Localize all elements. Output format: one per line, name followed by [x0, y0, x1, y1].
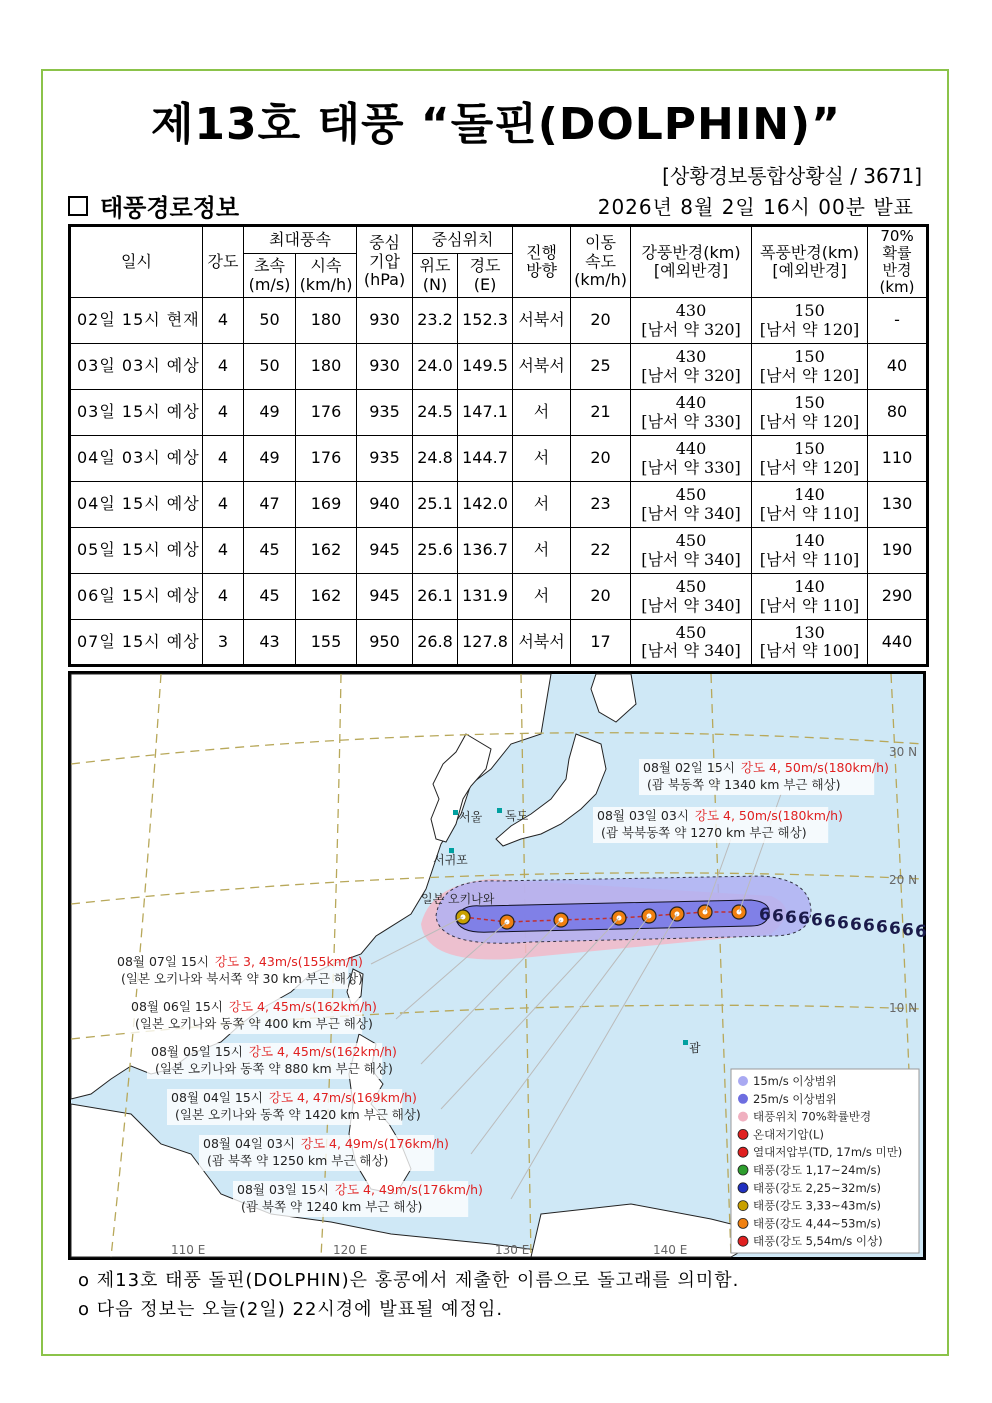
map-legend [731, 1069, 919, 1253]
table-row [70, 574, 928, 620]
gale-radius-value: 450 [675, 531, 707, 551]
lat-label-30: 30 N [889, 745, 918, 759]
legend-label: 열대저압부(TD, 17m/s 미만) [753, 1145, 903, 1160]
header-lon: 경도 (E) [458, 254, 513, 298]
gale-radius-value: 450 [675, 577, 707, 597]
header-speed: 이동 속도 (km/h) [571, 226, 631, 298]
annotation-head [597, 808, 843, 823]
cell-datetime: 06일 15시 예상 [70, 574, 203, 620]
cell-pressure: 940 [357, 482, 413, 528]
cell-prob-radius: 440 [868, 620, 928, 666]
header-center: 중심위치 [413, 226, 513, 254]
cell-dir: 서북서 [513, 298, 571, 344]
gale-radius-exception: [남서 약 340] [641, 503, 741, 523]
cell-speed: 21 [571, 390, 631, 436]
cell-wind_ms: 45 [244, 574, 296, 620]
cell-gale-radius [631, 528, 752, 574]
storm-radius-value: 150 [794, 347, 825, 367]
header-prob-radius: 70% 확률 반경 (km) [868, 226, 928, 298]
header-intensity: 강도 [203, 226, 244, 298]
legend-label: 태풍(강도 3,33~43m/s) [753, 1198, 882, 1213]
cell-speed: 20 [571, 436, 631, 482]
table-row [70, 620, 928, 666]
annotation-head [643, 760, 889, 775]
cell-datetime: 04일 03시 예상 [70, 436, 203, 482]
cell-wind_ms: 50 [244, 298, 296, 344]
land-japan [496, 734, 606, 846]
annotation-date: 08월 04일 03시 [203, 1136, 295, 1151]
typhoon-symbol-icon: 6 [772, 906, 784, 927]
page-title: 제13호 태풍 “돌핀(DOLPHIN)” [150, 99, 842, 150]
annotation-intensity: 강도 4, 47m/s(169km/h) [268, 1090, 417, 1105]
issued-time: 2026년 8월 2일 16시 00분 발표 [597, 195, 914, 219]
cell-datetime: 03일 03시 예상 [70, 344, 203, 390]
cell-lat: 26.8 [413, 620, 458, 666]
annotation-intensity: 강도 3, 43m/s(155km/h) [214, 954, 363, 969]
legend-swatch-icon [738, 1094, 748, 1104]
cell-wind_kmh: 176 [296, 390, 357, 436]
cell-lon: 147.1 [458, 390, 513, 436]
cell-wind_ms: 43 [244, 620, 296, 666]
cell-speed: 23 [571, 482, 631, 528]
cell-pressure: 950 [357, 620, 413, 666]
header-storm-radius: 폭풍반경(km) [예외반경] [752, 226, 868, 298]
storm-radius-value: 140 [794, 485, 825, 505]
place-guam: 괌 [689, 1041, 701, 1055]
storm-radius-exception: [남서 약 110] [759, 595, 860, 615]
cell-wind_kmh: 155 [296, 620, 357, 666]
cell-lat: 24.8 [413, 436, 458, 482]
cell-lon: 152.3 [458, 298, 513, 344]
annotation-head [117, 954, 363, 969]
header-gale-radius: 강풍반경(km) [예외반경] [631, 226, 752, 298]
cell-gale-radius [631, 482, 752, 528]
cell-storm-radius [752, 298, 868, 344]
map-canvas [71, 674, 927, 1257]
lat-label-10: 10 N [889, 1001, 918, 1015]
cell-prob-radius: 110 [868, 436, 928, 482]
legend-swatch-icon [738, 1236, 748, 1246]
cell-speed: 25 [571, 344, 631, 390]
header-wind-kmh: 시속 (km/h) [296, 254, 357, 298]
typhoon-symbol-icon: 6 [863, 916, 875, 937]
legend-label: 15m/s 이상범위 [753, 1074, 837, 1088]
table-row [70, 528, 928, 574]
cell-storm-radius [752, 620, 868, 666]
annotation-intensity: 강도 4, 50m/s(180km/h) [740, 760, 889, 775]
annotation-intensity: 강도 4, 49m/s(176km/h) [300, 1136, 449, 1151]
annotation-location: (일본 오키나와 동쪽 약 880 km 부근 해상) [155, 1061, 393, 1076]
cell-pressure: 930 [357, 298, 413, 344]
annotation-location: (일본 오키나와 동쪽 약 400 km 부근 해상) [135, 1016, 373, 1031]
annotation-intensity: 강도 4, 49m/s(176km/h) [334, 1182, 483, 1197]
header-direction: 진행 방향 [513, 226, 571, 298]
cell-dir: 서 [513, 574, 571, 620]
place-seogwipo: 서귀포 [433, 853, 468, 867]
cell-datetime: 02일 15시 현재 [70, 298, 203, 344]
cell-pressure: 930 [357, 344, 413, 390]
gale-radius-exception: [남서 약 340] [641, 549, 741, 569]
legend-label: 태풍위치 70%확률반경 [753, 1109, 872, 1124]
cell-storm-radius [752, 482, 868, 528]
cell-lon: 127.8 [458, 620, 513, 666]
lon-label-110: 110 E [171, 1243, 206, 1257]
table-row [70, 298, 928, 344]
gale-radius-value: 430 [675, 347, 707, 367]
gale-radius-exception: [남서 약 340] [641, 641, 741, 660]
cell-datetime: 05일 15시 예상 [70, 528, 203, 574]
cell-prob-radius: 130 [868, 482, 928, 528]
storm-radius-value: 140 [794, 577, 825, 597]
lat-label-20: 20 N [889, 873, 918, 887]
cell-storm-radius [752, 390, 868, 436]
place-dokdo: 독도 [505, 809, 529, 823]
annotation-head [151, 1044, 397, 1059]
cell-dir: 서 [513, 528, 571, 574]
legend-swatch-icon [738, 1218, 748, 1228]
cell-storm-radius [752, 574, 868, 620]
cell-lat: 24.0 [413, 344, 458, 390]
gale-radius-exception: [남서 약 340] [641, 595, 741, 615]
annotation-head [171, 1090, 417, 1105]
cell-dir: 서북서 [513, 344, 571, 390]
cell-intensity: 4 [203, 298, 244, 344]
cell-wind_ms: 49 [244, 436, 296, 482]
annotation-head [237, 1182, 483, 1197]
legend-swatch-icon [738, 1165, 748, 1175]
annotation-location: (괌 북쪽 약 1250 km 부근 해상) [207, 1153, 389, 1168]
annotation-date: 08월 02일 15시 [643, 760, 735, 775]
cell-storm-radius [752, 344, 868, 390]
annotation-intensity: 강도 4, 50m/s(180km/h) [694, 808, 843, 823]
cell-pressure: 945 [357, 574, 413, 620]
legend-swatch-icon [738, 1147, 748, 1157]
table-row [70, 436, 928, 482]
cell-storm-radius [752, 436, 868, 482]
table-row [70, 344, 928, 390]
lon-label-120: 120 E [333, 1243, 368, 1257]
storm-radius-exception: [남서 약 120] [759, 319, 860, 339]
gale-radius-value: 440 [675, 393, 707, 413]
cell-intensity: 4 [203, 482, 244, 528]
annotation-location: (일본 오키나와 북서쪽 약 30 km 부근 해상) [121, 971, 363, 986]
typhoon-track-map [68, 671, 926, 1260]
cell-intensity: 4 [203, 528, 244, 574]
typhoon-symbol-icon: 6 [850, 914, 862, 935]
storm-radius-value: 130 [794, 622, 825, 642]
cell-lat: 23.2 [413, 298, 458, 344]
cell-datetime: 07일 15시 예상 [70, 620, 203, 666]
cell-pressure: 945 [357, 528, 413, 574]
cell-gale-radius [631, 620, 752, 666]
cell-wind_ms: 49 [244, 390, 296, 436]
cell-wind_kmh: 176 [296, 436, 357, 482]
annotation-date: 08월 06일 15시 [131, 999, 223, 1014]
annotation-intensity: 강도 4, 45m/s(162km/h) [228, 999, 377, 1014]
checkbox-icon [68, 196, 88, 216]
note-2: o 다음 정보는 오늘(2일) 22시경에 발표될 예정임. [78, 1299, 504, 1320]
storm-radius-exception: [남서 약 120] [759, 457, 860, 477]
typhoon-symbol-icon: 6 [824, 912, 836, 932]
cell-wind_kmh: 169 [296, 482, 357, 528]
gale-radius-exception: [남서 약 320] [641, 319, 741, 339]
typhoon-track-table [68, 224, 929, 667]
cell-lat: 24.5 [413, 390, 458, 436]
cell-prob-radius: 190 [868, 528, 928, 574]
typhoon-symbol-icon: 6 [785, 907, 797, 928]
annotation-location: (괌 북동쪽 약 1340 km 부근 해상) [647, 777, 841, 792]
header-lat: 위도 (N) [413, 254, 458, 298]
cell-wind_ms: 50 [244, 344, 296, 390]
gale-radius-exception: [남서 약 330] [641, 411, 741, 431]
annotation-head [203, 1136, 449, 1151]
section-title [68, 188, 239, 223]
cell-gale-radius [631, 574, 752, 620]
typhoon-symbol-icon: 6 [837, 913, 849, 934]
cell-speed: 20 [571, 298, 631, 344]
cell-gale-radius [631, 344, 752, 390]
legend-label: 25m/s 이상범위 [753, 1091, 837, 1106]
annotation-date: 08월 04일 15시 [171, 1090, 263, 1105]
legend-swatch-icon [738, 1112, 748, 1122]
cell-intensity: 4 [203, 436, 244, 482]
cell-lat: 26.1 [413, 574, 458, 620]
cell-intensity: 4 [203, 390, 244, 436]
table-row [70, 390, 928, 436]
storm-radius-exception: [남서 약 110] [759, 503, 860, 523]
cell-pressure: 935 [357, 436, 413, 482]
cell-wind_kmh: 180 [296, 298, 357, 344]
cell-speed: 17 [571, 620, 631, 666]
header-pressure: 중심 기압 (hPa) [357, 226, 413, 298]
cell-pressure: 935 [357, 390, 413, 436]
typhoon-symbol-icon: 6 [902, 920, 914, 941]
cell-intensity: 4 [203, 344, 244, 390]
cell-wind_kmh: 180 [296, 344, 357, 390]
table-row [70, 482, 928, 528]
cell-dir: 서 [513, 482, 571, 528]
storm-radius-exception: [남서 약 120] [759, 365, 860, 385]
annotation-location: (일본 오키나와 동쪽 약 1420 km 부근 해상) [175, 1107, 421, 1122]
cell-lat: 25.1 [413, 482, 458, 528]
cell-speed: 22 [571, 528, 631, 574]
place-seoul: 서울 [459, 810, 483, 824]
storm-radius-exception: [남서 약 110] [759, 549, 860, 569]
gale-radius-value: 450 [675, 485, 707, 505]
cell-wind_ms: 47 [244, 482, 296, 528]
legend-label: 태풍(강도 1,17~24m/s) [753, 1163, 882, 1177]
legend-label: 태풍(강도 2,25~32m/s) [753, 1180, 882, 1195]
annotation-intensity: 강도 4, 45m/s(162km/h) [248, 1044, 397, 1059]
legend-label: 온대저기압(L) [753, 1127, 824, 1142]
gale-radius-value: 430 [675, 301, 707, 321]
cell-lon: 144.7 [458, 436, 513, 482]
past-track-symbols [759, 905, 927, 942]
cell-prob-radius: - [868, 298, 928, 344]
cell-lon: 142.0 [458, 482, 513, 528]
header-datetime: 일시 [70, 226, 203, 298]
typhoon-symbol-icon: 6 [876, 917, 888, 938]
cell-speed: 20 [571, 574, 631, 620]
legend-swatch-icon [738, 1129, 748, 1139]
department-label: [상황경보통합상황실 / 3671] [662, 164, 922, 188]
legend-label: 태풍(강도 4,44~53m/s) [753, 1216, 882, 1231]
gale-radius-value: 450 [675, 622, 707, 642]
cell-wind_kmh: 162 [296, 528, 357, 574]
storm-radius-exception: [남서 약 100] [759, 641, 860, 660]
annotation-date: 08월 05일 15시 [151, 1044, 243, 1059]
land-south-east [71, 1104, 591, 1257]
typhoon-symbol-icon: 6 [759, 905, 771, 925]
cell-lon: 136.7 [458, 528, 513, 574]
gale-radius-exception: [남서 약 320] [641, 365, 741, 385]
cell-intensity: 4 [203, 574, 244, 620]
lon-label-130: 130 E [495, 1243, 530, 1257]
cell-wind_ms: 45 [244, 528, 296, 574]
cell-prob-radius: 290 [868, 574, 928, 620]
legend-label: 태풍(강도 5,54m/s 이상) [753, 1234, 883, 1249]
header-wind-ms: 초속 (m/s) [244, 254, 296, 298]
cell-intensity: 3 [203, 620, 244, 666]
land-hokkaido [591, 674, 636, 722]
cell-lon: 131.9 [458, 574, 513, 620]
cell-gale-radius [631, 436, 752, 482]
cell-datetime: 04일 15시 예상 [70, 482, 203, 528]
note-1: o 제13호 태풍 돌핀(DOLPHIN)은 홍콩에서 제출한 이름으로 돌고래를 의미함. [78, 1270, 740, 1291]
annotation-location: (괌 북쪽 약 1240 km 부근 해상) [241, 1199, 423, 1214]
cell-dir: 서북서 [513, 620, 571, 666]
cell-prob-radius: 80 [868, 390, 928, 436]
cell-lon: 149.5 [458, 344, 513, 390]
annotation-date: 08월 03일 03시 [597, 808, 689, 823]
storm-radius-exception: [남서 약 120] [759, 411, 860, 431]
storm-radius-value: 150 [794, 301, 825, 321]
typhoon-symbol-icon: 6 [915, 921, 927, 942]
typhoon-symbol-icon: 6 [811, 910, 823, 931]
cell-wind_kmh: 162 [296, 574, 357, 620]
storm-radius-value: 150 [794, 439, 825, 459]
cell-dir: 서 [513, 390, 571, 436]
cell-datetime: 03일 15시 예상 [70, 390, 203, 436]
annotation-head [131, 999, 377, 1014]
annotation-date: 08월 03일 15시 [237, 1182, 329, 1197]
section-title-text: 태풍경로정보 [100, 194, 240, 222]
lon-label-140: 140 E [653, 1243, 688, 1257]
gale-radius-exception: [남서 약 330] [641, 457, 741, 477]
cell-gale-radius [631, 390, 752, 436]
place-okinawa: 일본 오키나와 [421, 892, 495, 906]
typhoon-symbol-icon: 6 [889, 919, 901, 939]
storm-radius-value: 150 [794, 393, 825, 413]
cell-dir: 서 [513, 436, 571, 482]
legend-swatch-icon [738, 1183, 748, 1193]
header-max-wind: 최대풍속 [244, 226, 357, 254]
cell-lat: 25.6 [413, 528, 458, 574]
cell-prob-radius: 40 [868, 344, 928, 390]
annotation-date: 08월 07일 15시 [117, 954, 209, 969]
cell-gale-radius [631, 298, 752, 344]
storm-radius-value: 140 [794, 531, 825, 551]
gale-radius-value: 440 [675, 439, 707, 459]
cell-storm-radius [752, 528, 868, 574]
typhoon-symbol-icon: 6 [798, 909, 810, 930]
annotation-location: (괌 북북동쪽 약 1270 km 부근 해상) [601, 825, 807, 840]
legend-swatch-icon [738, 1076, 748, 1086]
legend-swatch-icon [738, 1201, 748, 1211]
